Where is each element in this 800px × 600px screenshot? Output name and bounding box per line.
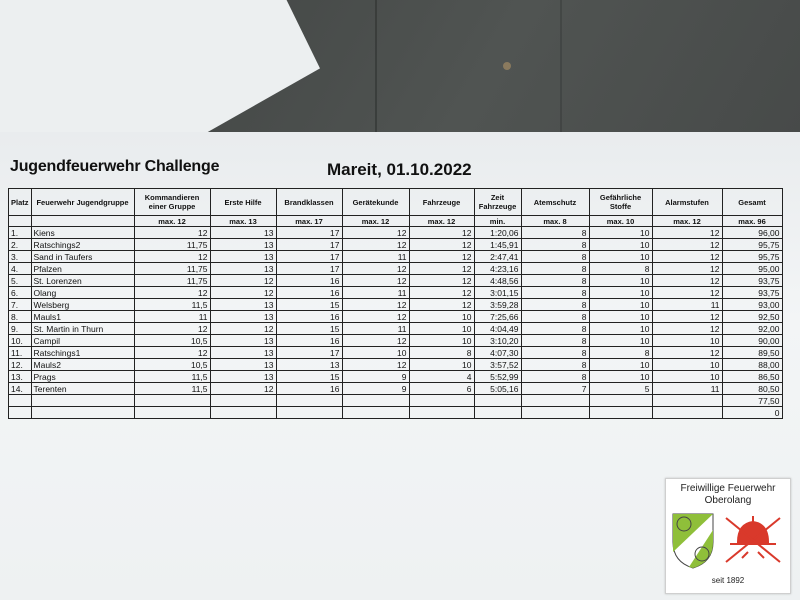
table-cell: 90,00 — [722, 335, 782, 347]
table-cell: 13 — [210, 227, 276, 239]
table-cell: 16 — [276, 335, 342, 347]
table-cell: 10 — [589, 287, 652, 299]
table-header-row — [9, 189, 783, 216]
table-cell: 10 — [589, 323, 652, 335]
table-cell — [652, 395, 722, 407]
table-cell — [210, 407, 276, 419]
fire-helmet-emblem-icon — [722, 512, 784, 570]
column-header: Zeit Fahrzeuge — [474, 189, 521, 216]
table-cell: 8 — [521, 371, 589, 383]
table-row — [9, 287, 783, 299]
column-max-value: max. 12 — [652, 216, 722, 227]
column-header: Alarmstufen — [652, 189, 722, 216]
table-cell: Olang — [31, 287, 134, 299]
table-cell: 13 — [276, 359, 342, 371]
table-cell — [589, 407, 652, 419]
table-cell: 17 — [276, 227, 342, 239]
table-cell — [342, 407, 409, 419]
table-cell: 11,75 — [134, 239, 210, 251]
table-cell: 12 — [210, 383, 276, 395]
logo-since: seit 1892 — [711, 576, 745, 585]
table-cell: 3:01,15 — [474, 287, 521, 299]
table-cell: 12 — [134, 347, 210, 359]
table-cell — [474, 395, 521, 407]
table-cell: Pfalzen — [31, 263, 134, 275]
table-row — [9, 299, 783, 311]
table-cell: 12 — [342, 359, 409, 371]
table-cell: Campil — [31, 335, 134, 347]
table-cell: 16 — [276, 287, 342, 299]
table-body — [9, 227, 783, 419]
table-cell: Sand in Taufers — [31, 251, 134, 263]
table-cell: 13 — [210, 347, 276, 359]
table-cell: 9 — [342, 383, 409, 395]
table-cell: 7 — [521, 383, 589, 395]
column-max-value: max. 12 — [134, 216, 210, 227]
table-cell: 12 — [652, 287, 722, 299]
logo-line1: Freiwillige Feuerwehr — [680, 483, 776, 494]
table-cell: 13. — [9, 371, 32, 383]
table-cell: 8 — [521, 311, 589, 323]
table-cell: 12 — [342, 335, 409, 347]
table-cell: 92,50 — [722, 311, 782, 323]
table-cell: 8 — [409, 347, 474, 359]
table-cell: 17 — [276, 239, 342, 251]
table-cell: 5 — [589, 383, 652, 395]
table-cell: 95,75 — [722, 251, 782, 263]
table-cell: 16 — [276, 275, 342, 287]
table-cell: 8 — [521, 275, 589, 287]
table-cell: 6 — [409, 383, 474, 395]
table-cell: 12 — [409, 227, 474, 239]
table-max-row — [9, 216, 783, 227]
table-cell: 4 — [409, 371, 474, 383]
table-cell: 89,50 — [722, 347, 782, 359]
table-cell: 5:05,16 — [474, 383, 521, 395]
table-cell: 8 — [521, 227, 589, 239]
table-cell: St. Martin in Thurn — [31, 323, 134, 335]
table-cell: 8 — [589, 347, 652, 359]
table-cell: 86,50 — [722, 371, 782, 383]
column-max-value: max. 12 — [342, 216, 409, 227]
table-cell: 10 — [589, 311, 652, 323]
table-row — [9, 347, 783, 359]
table-cell: 3:10,20 — [474, 335, 521, 347]
table-cell: 10 — [589, 359, 652, 371]
table-cell: 11. — [9, 347, 32, 359]
column-header: Fahrzeuge — [409, 189, 474, 216]
table-cell: 8 — [521, 287, 589, 299]
column-header: Erste Hilfe — [210, 189, 276, 216]
table-cell: 12 — [409, 299, 474, 311]
table-cell: 16 — [276, 383, 342, 395]
table-cell: 88,00 — [722, 359, 782, 371]
table-cell — [210, 395, 276, 407]
table-cell: 15 — [276, 371, 342, 383]
table-cell: 11,5 — [134, 299, 210, 311]
table-cell: 8 — [521, 335, 589, 347]
table-cell: 95,00 — [722, 263, 782, 275]
table-cell: 13 — [210, 299, 276, 311]
table-cell: 2:47,41 — [474, 251, 521, 263]
table-row — [9, 359, 783, 371]
table-cell: 11 — [342, 323, 409, 335]
table-cell: 11 — [652, 383, 722, 395]
table-cell: 8. — [9, 311, 32, 323]
table-cell: 10 — [589, 227, 652, 239]
table-cell: 5. — [9, 275, 32, 287]
table-cell: 17 — [276, 263, 342, 275]
table-cell: 10 — [589, 251, 652, 263]
column-header: Gerätekunde — [342, 189, 409, 216]
table-cell: 13 — [210, 239, 276, 251]
column-max-value: max. 8 — [521, 216, 589, 227]
table-cell: 4:48,56 — [474, 275, 521, 287]
column-header: Gefährliche Stoffe — [589, 189, 652, 216]
column-max-value: max. 17 — [276, 216, 342, 227]
table-cell: 12 — [342, 299, 409, 311]
table-cell: 8 — [521, 323, 589, 335]
table-cell: 8 — [521, 263, 589, 275]
table-cell: 12 — [134, 287, 210, 299]
column-header: Brandklassen — [276, 189, 342, 216]
column-header: Gesamt — [722, 189, 782, 216]
table-cell: St. Lorenzen — [31, 275, 134, 287]
table-cell: 10 — [409, 335, 474, 347]
table-cell: 12 — [342, 275, 409, 287]
table-cell: 10 — [652, 371, 722, 383]
table-row — [9, 251, 783, 263]
table-cell — [276, 407, 342, 419]
table-cell: 12 — [134, 251, 210, 263]
column-max-value: max. 10 — [589, 216, 652, 227]
table-row — [9, 335, 783, 347]
table-cell — [276, 395, 342, 407]
table-cell: 11 — [342, 251, 409, 263]
table-cell: 11 — [652, 299, 722, 311]
table-cell: 13 — [210, 311, 276, 323]
table-cell — [521, 395, 589, 407]
table-cell: 10 — [409, 323, 474, 335]
table-cell: Ratschings2 — [31, 239, 134, 251]
document-subtitle: Mareit, 01.10.2022 — [327, 160, 472, 179]
table-cell: 13 — [210, 335, 276, 347]
table-cell: 6. — [9, 287, 32, 299]
table-cell: Welsberg — [31, 299, 134, 311]
table-cell: 8 — [521, 299, 589, 311]
table-seam — [375, 0, 377, 140]
table-cell — [31, 407, 134, 419]
column-header: Feuerwehr Jugendgruppe — [31, 189, 134, 216]
table-cell: 93,75 — [722, 287, 782, 299]
table-row — [9, 323, 783, 335]
table-cell: 1. — [9, 227, 32, 239]
fire-brigade-logo — [665, 478, 791, 594]
table-cell: 11,75 — [134, 275, 210, 287]
table-cell: 5:52,99 — [474, 371, 521, 383]
table-row — [9, 311, 783, 323]
table-cell — [9, 395, 32, 407]
table-cell — [521, 407, 589, 419]
table-cell — [342, 395, 409, 407]
table-cell: 10 — [589, 275, 652, 287]
table-cell: 11,5 — [134, 383, 210, 395]
table-cell: 9. — [9, 323, 32, 335]
table-cell: 1:45,91 — [474, 239, 521, 251]
table-cell: 12 — [210, 275, 276, 287]
column-max-value: min. — [474, 216, 521, 227]
table-cell: 13 — [210, 371, 276, 383]
table-cell: 9 — [342, 371, 409, 383]
document-title: Jugendfeuerwehr Challenge — [10, 158, 220, 175]
table-cell: 4:04,49 — [474, 323, 521, 335]
table-cell: 8 — [521, 347, 589, 359]
table-cell: 13 — [210, 263, 276, 275]
table-cell: Kiens — [31, 227, 134, 239]
table-cell: 12 — [409, 251, 474, 263]
table-cell: 12 — [342, 227, 409, 239]
table-cell: 8 — [521, 359, 589, 371]
table-cell: 17 — [276, 347, 342, 359]
table-row — [9, 239, 783, 251]
coat-of-arms-icon — [671, 512, 715, 570]
table-cell: 12 — [409, 287, 474, 299]
table-cell: 12 — [652, 227, 722, 239]
table-row — [9, 407, 783, 419]
table-cell: 92,00 — [722, 323, 782, 335]
table-cell: 11,75 — [134, 263, 210, 275]
table-cell — [9, 407, 32, 419]
table-cell: 16 — [276, 311, 342, 323]
table-cell — [31, 395, 134, 407]
table-cell: 1:20,06 — [474, 227, 521, 239]
table-cell: 10. — [9, 335, 32, 347]
table-cell: Mauls2 — [31, 359, 134, 371]
table-cell: 12. — [9, 359, 32, 371]
column-max-value: max. 13 — [210, 216, 276, 227]
table-cell: Terenten — [31, 383, 134, 395]
table-row — [9, 383, 783, 395]
table-row — [9, 275, 783, 287]
table-cell: 3:59,28 — [474, 299, 521, 311]
table-cell: 12 — [652, 239, 722, 251]
table-cell: 10 — [652, 335, 722, 347]
table-cell: 12 — [409, 239, 474, 251]
table-cell: 10 — [409, 311, 474, 323]
table-cell: 3. — [9, 251, 32, 263]
table-cell: 10,5 — [134, 359, 210, 371]
table-cell: 11 — [134, 311, 210, 323]
column-max-value — [31, 216, 134, 227]
table-cell: 4. — [9, 263, 32, 275]
table-cell: 8 — [521, 239, 589, 251]
table-cell: 11,5 — [134, 371, 210, 383]
table-cell — [409, 395, 474, 407]
table-cell: 12 — [652, 347, 722, 359]
table-cell — [474, 407, 521, 419]
table-cell: 12 — [652, 275, 722, 287]
table-cell: 4:07,30 — [474, 347, 521, 359]
table-cell — [134, 407, 210, 419]
table-cell: 14. — [9, 383, 32, 395]
column-header: Kommandieren einer Gruppe — [134, 189, 210, 216]
table-cell — [409, 407, 474, 419]
table-cell: 0 — [722, 407, 782, 419]
table-cell: 12 — [342, 263, 409, 275]
table-cell: 17 — [276, 251, 342, 263]
table-row — [9, 395, 783, 407]
table-cell: 12 — [210, 323, 276, 335]
table-cell: 95,75 — [722, 239, 782, 251]
column-header: Atemschutz — [521, 189, 589, 216]
table-cell: 10 — [342, 347, 409, 359]
debris-spot — [503, 62, 511, 70]
column-max-value — [9, 216, 32, 227]
table-cell: 10 — [589, 371, 652, 383]
table-cell: Prags — [31, 371, 134, 383]
table-cell: 7:25,66 — [474, 311, 521, 323]
table-cell: 12 — [342, 239, 409, 251]
table-cell: 15 — [276, 323, 342, 335]
table-cell: 11 — [342, 287, 409, 299]
table-cell: 96,00 — [722, 227, 782, 239]
column-max-value: max. 12 — [409, 216, 474, 227]
table-cell: 10,5 — [134, 335, 210, 347]
table-cell: 12 — [652, 263, 722, 275]
logo-line2: Oberolang — [704, 495, 752, 506]
table-cell: Ratschings1 — [31, 347, 134, 359]
table-cell: 10 — [409, 359, 474, 371]
table-cell: 10 — [589, 239, 652, 251]
table-cell: 12 — [409, 263, 474, 275]
table-row — [9, 263, 783, 275]
table-cell: 12 — [210, 287, 276, 299]
table-cell: 80,50 — [722, 383, 782, 395]
table-seam — [560, 0, 562, 140]
table-cell: 93,75 — [722, 275, 782, 287]
table-cell: 77,50 — [722, 395, 782, 407]
column-max-value: max. 96 — [722, 216, 782, 227]
table-cell: 8 — [521, 251, 589, 263]
results-table — [8, 188, 783, 419]
table-cell: 13 — [210, 359, 276, 371]
table-cell: 93,00 — [722, 299, 782, 311]
table-cell: 12 — [652, 323, 722, 335]
table-cell: 7. — [9, 299, 32, 311]
table-cell: 12 — [409, 275, 474, 287]
table-row — [9, 371, 783, 383]
table-cell: 8 — [589, 263, 652, 275]
table-cell: 12 — [134, 227, 210, 239]
table-cell — [652, 407, 722, 419]
table-cell: 4:23,16 — [474, 263, 521, 275]
table-cell: 12 — [134, 323, 210, 335]
table-cell: 15 — [276, 299, 342, 311]
table-cell: 12 — [652, 251, 722, 263]
table-cell: 10 — [589, 335, 652, 347]
table-cell: 10 — [589, 299, 652, 311]
table-row — [9, 227, 783, 239]
table-cell: 2. — [9, 239, 32, 251]
table-cell — [134, 395, 210, 407]
table-cell — [589, 395, 652, 407]
column-header: Platz — [9, 189, 32, 216]
table-cell: 12 — [342, 311, 409, 323]
table-cell: 12 — [652, 311, 722, 323]
table-cell: 3:57,52 — [474, 359, 521, 371]
table-cell: 10 — [652, 359, 722, 371]
table-cell: 13 — [210, 251, 276, 263]
table-cell: Mauls1 — [31, 311, 134, 323]
